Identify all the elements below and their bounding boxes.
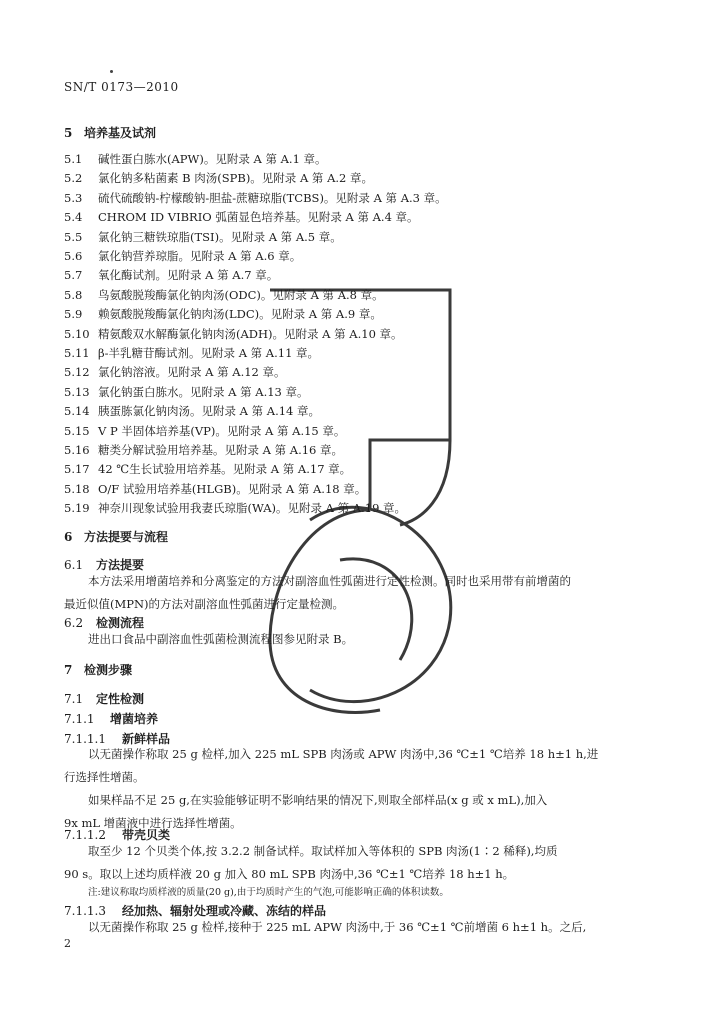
scan-dot — [110, 70, 113, 73]
reagent-item-number: 5.12 — [64, 365, 90, 380]
section-title: 检测步骤 — [84, 663, 133, 677]
reagent-item-text: 硫代硫酸钠-柠檬酸钠-胆盐-蔗糖琼脂(TCBS)。见附录 A 第 A.3 章。 — [98, 190, 447, 205]
reagent-item — [64, 364, 286, 380]
reagent-item-number: 5.7 — [64, 268, 83, 283]
reagent-item-number: 5.1 — [64, 152, 83, 166]
section-7-1-1-3-heading: 7.1.1.3 经加热、辐射处理或冷藏、冻结的样品 — [64, 904, 327, 918]
reagent-item-text: 氧化酶试剂。见附录 A 第 A.7 章。 — [98, 268, 279, 283]
reagent-item — [64, 209, 419, 225]
reagent-item — [64, 403, 320, 419]
reagent-item-text: O/F 试验用培养基(HLGB)。见附录 A 第 A.18 章。 — [98, 481, 367, 496]
reagent-item — [64, 326, 403, 342]
reagent-item-text: β-半乳糖苷酶试剂。见附录 A 第 A.11 章。 — [98, 346, 320, 360]
reagent-item-text: 鸟氨酸脱羧酶氯化钠肉汤(ODC)。见附录 A 第 A.8 章。 — [98, 287, 384, 302]
reagent-item — [64, 170, 373, 186]
section-title: 培养基及试剂 — [84, 126, 157, 140]
reagent-item — [64, 267, 278, 283]
reagent-item-text: 精氨酸双水解酶氯化钠肉汤(ADH)。见附录 A 第 A.10 章。 — [98, 326, 403, 341]
reagent-item-number: 5.2 — [64, 171, 83, 186]
reagent-item-number: 5.14 — [64, 404, 90, 419]
reagent-item-number: 5.19 — [64, 501, 90, 516]
reagent-item-number: 5.18 — [64, 481, 90, 496]
reagent-item — [64, 384, 309, 400]
section-7-1-1-2-heading: 7.1.1.2 带壳贝类 — [64, 828, 171, 842]
fresh-sample-paragraph: 以无菌操作称取 25 g 检样,加入 225 mL SPB 肉汤或 APW 肉汤中,36 ℃±1 ℃培养 18 h±1 h,进 行选择性增菌。 如果样品不足 25 g,在实验能够证明不影响结果的情况下,则取全部样品(x g 或 x mL),加入 9x mL 增菌液中进行选择性增菌。 — [64, 747, 599, 830]
section-6-2-heading: 6.2 检测流程 — [64, 616, 145, 630]
reagent-item — [64, 461, 351, 477]
section-6-1-heading: 6.1 方法提要 — [64, 558, 145, 572]
section-6-heading — [64, 528, 168, 545]
reagent-item — [64, 423, 345, 439]
reagent-item-number: 5.13 — [64, 384, 90, 399]
reagent-item-text: 赖氨酸脱羧酶氯化钠肉汤(LDC)。见附录 A 第 A.9 章。 — [98, 307, 382, 322]
reagent-item — [64, 229, 342, 245]
reagent-item-text: V P 半固体培养基(VP)。见附录 A 第 A.15 章。 — [98, 423, 346, 438]
reagent-item-text: 氯化钠营养琼脂。见附录 A 第 A.6 章。 — [98, 249, 302, 263]
reagent-item-number: 5.17 — [64, 462, 90, 477]
reagent-item-number: 5.3 — [64, 190, 83, 205]
section-number: 7 — [64, 663, 73, 677]
reagent-item — [64, 248, 301, 264]
reagent-item-number: 5.16 — [64, 443, 90, 457]
reagent-item-number: 5.15 — [64, 423, 90, 438]
processed-sample-paragraph: 以无菌操作称取 25 g 检样,接种于 225 mL APW 肉汤中,于 36 ℃±1 ℃前增菌 6 h±1 h。之后, — [88, 920, 587, 934]
reagent-item-text: 氯化钠多粘菌素 B 肉汤(SPB)。见附录 A 第 A.2 章。 — [98, 171, 374, 186]
method-summary-paragraph: 本方法采用增菌培养和分离鉴定的方法对副溶血性弧菌进行定性检测。同时也采用带有前增菌的 最近似值(MPN)的方法对副溶血性弧菌进行定量检测。 — [64, 574, 571, 611]
reagent-item-number: 5.11 — [64, 346, 90, 360]
section-7-1-heading: 7.1 定性检测 — [64, 692, 145, 706]
section-number: 5 — [64, 126, 73, 140]
reagent-item — [64, 190, 447, 206]
reagent-item-text: 碱性蛋白胨水(APW)。见附录 A 第 A.1 章。 — [98, 152, 327, 166]
reagent-item — [64, 345, 319, 361]
reagent-item — [64, 500, 406, 516]
section-7-1-1-1-heading: 7.1.1.1 新鲜样品 — [64, 732, 171, 746]
reagent-item — [64, 151, 327, 167]
reagent-item-text: 神奈川现象试验用我妻氏琼脂(WA)。见附录 A 第 A.19 章。 — [98, 501, 407, 516]
reagent-item-number: 5.4 — [64, 210, 83, 225]
reagent-item-text: 糖类分解试验用培养基。见附录 A 第 A.16 章。 — [98, 443, 344, 457]
reagent-item — [64, 287, 384, 303]
reagent-item — [64, 306, 382, 322]
section-title: 方法提要与流程 — [84, 530, 169, 544]
reagent-item-number: 5.8 — [64, 287, 83, 302]
section-5-heading — [64, 124, 156, 141]
page-number: 2 — [64, 937, 71, 950]
reagent-item-text: 氯化钠溶液。见附录 A 第 A.12 章。 — [98, 365, 286, 380]
section-number: 6 — [64, 530, 73, 544]
shellfish-note: 注:建议称取均质样液的质量(20 g),由于均质时产生的气泡,可能影响正确的体积读数。 — [88, 887, 449, 898]
flowchart-reference-paragraph: 进出口食品中副溶血性弧菌检测流程图参见附录 B。 — [88, 632, 354, 646]
reagent-item-text: 胰蛋胨氯化钠肉汤。见附录 A 第 A.14 章。 — [98, 404, 321, 419]
section-7-1-1-heading: 7.1.1 增菌培养 — [64, 712, 159, 726]
reagent-item — [64, 442, 343, 458]
reagent-item-number: 5.6 — [64, 249, 83, 263]
section-7-heading — [64, 661, 132, 678]
reagent-item-text: 氯化钠蛋白胨水。见附录 A 第 A.13 章。 — [98, 384, 309, 399]
reagent-item — [64, 481, 366, 497]
reagent-item-text: CHROM ID VIBRIO 弧菌显色培养基。见附录 A 第 A.4 章。 — [98, 210, 419, 225]
shellfish-paragraph: 取至少 12 个贝类个体,按 3.2.2 制备试样。取试样加入等体积的 SPB 肉汤(1∶2 稀释),均质 90 s。取以上述均质样液 20 g 加入 80 mL SPB 肉汤中,36 ℃±1 ℃培养 18 h±1 h。 — [64, 844, 558, 881]
reagent-item-number: 5.10 — [64, 326, 90, 341]
standard-code: SN/T 0173—2010 — [64, 80, 179, 94]
reagent-item-text: 42 ℃生长试验用培养基。见附录 A 第 A.17 章。 — [98, 462, 352, 477]
reagent-item-number: 5.5 — [64, 229, 83, 244]
reagent-item-text: 氯化钠三糖铁琼脂(TSI)。见附录 A 第 A.5 章。 — [98, 229, 342, 244]
reagent-item-number: 5.9 — [64, 307, 83, 322]
